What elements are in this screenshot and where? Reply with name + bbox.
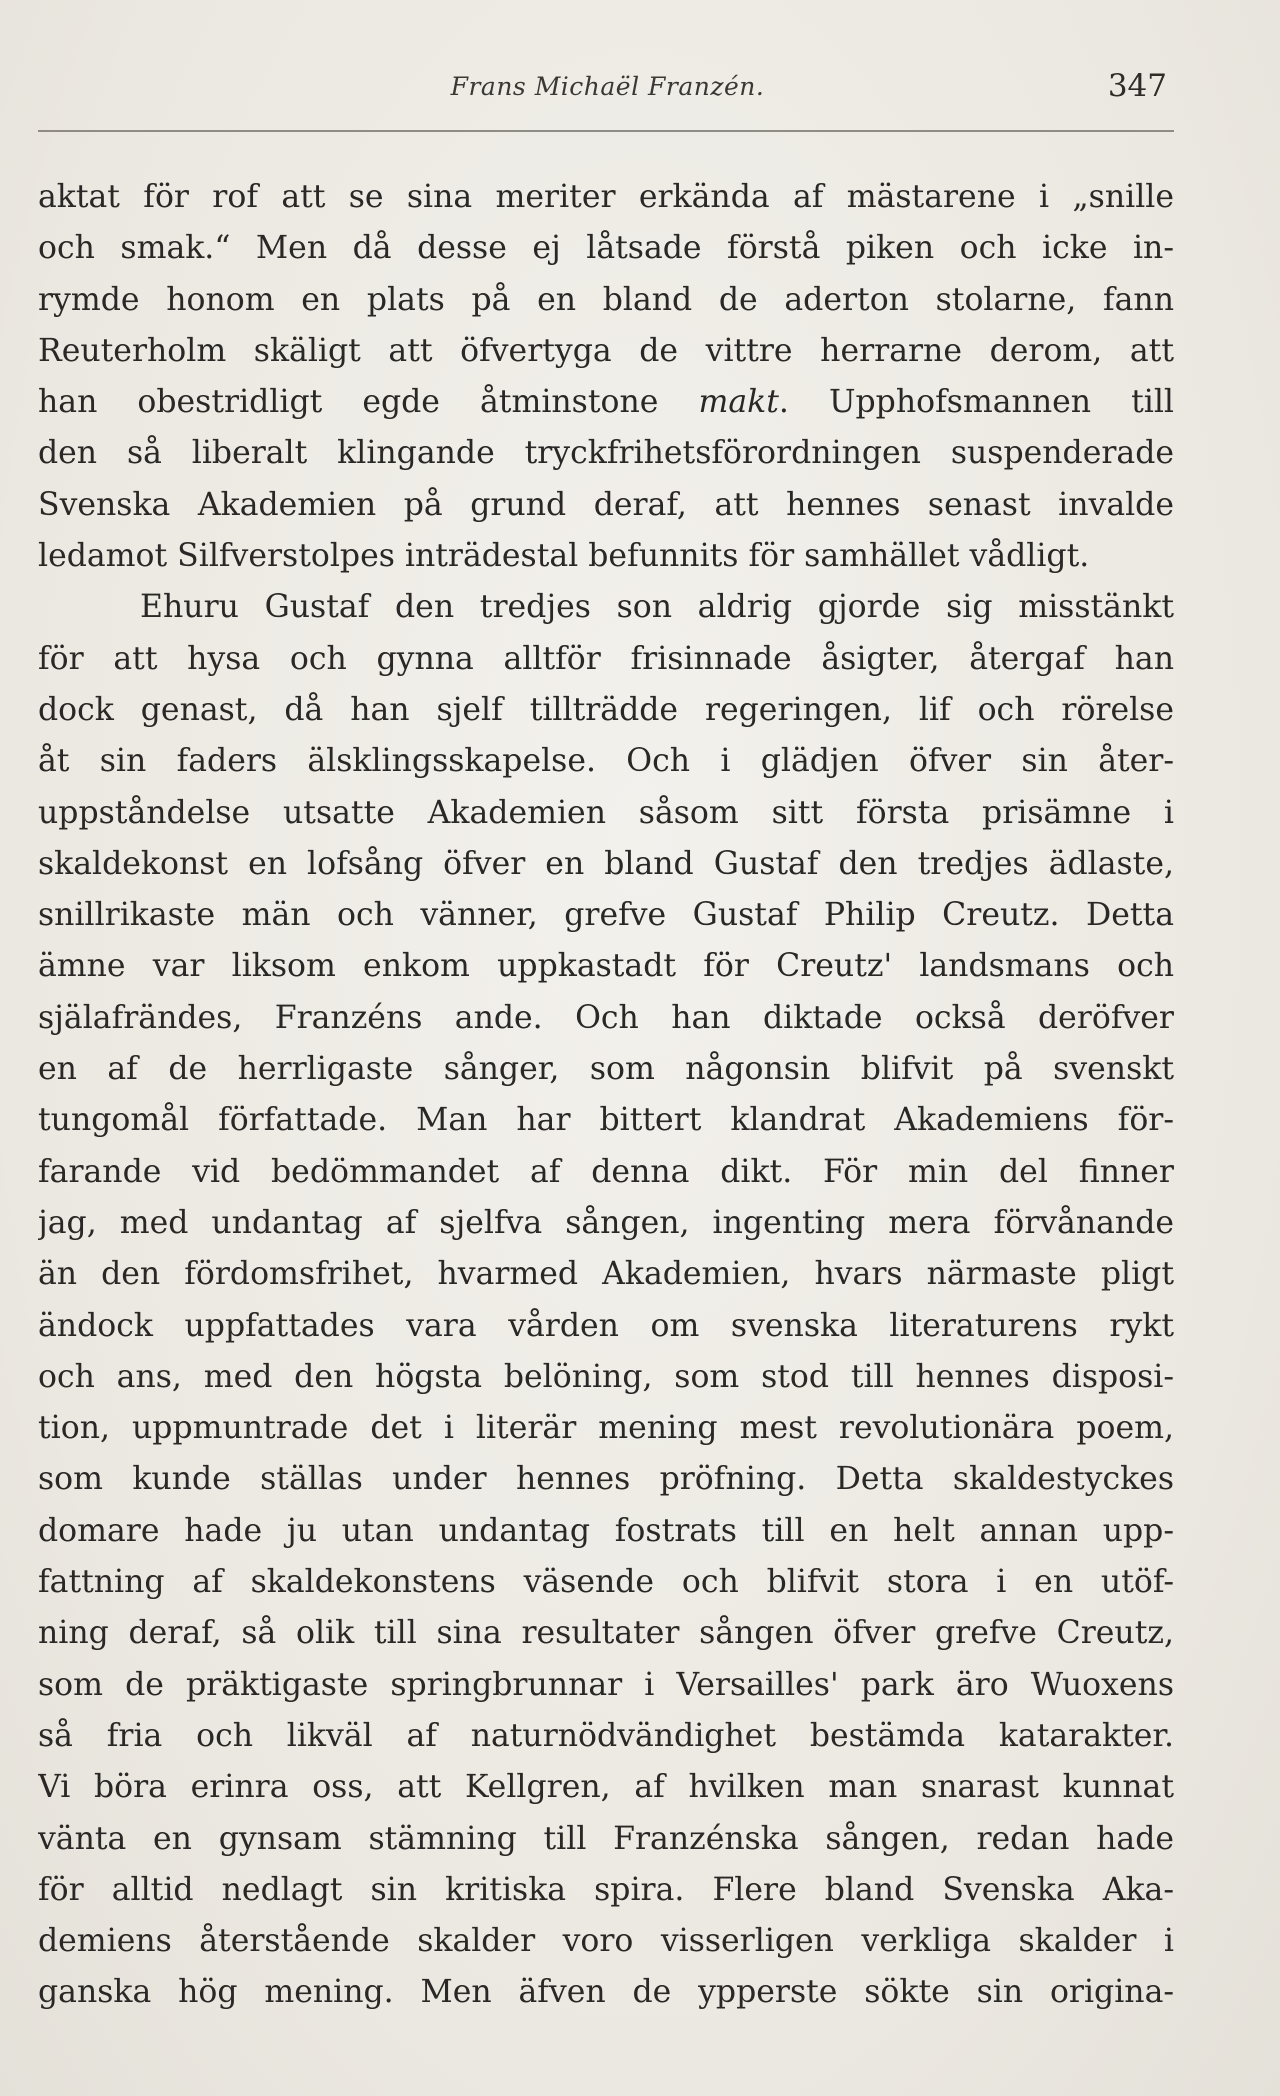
- text-line: demiens återstående skalder voro visserligen verkliga skalder i: [38, 1923, 1174, 1960]
- text-line: dock genast, då han sjelf tillträdde regeringen, lif och rörelse: [38, 691, 1174, 728]
- text-line: domare hade ju utan undantag fostrats till en helt annan upp-: [38, 1512, 1174, 1549]
- text-line: fattning af skaldekonstens väsende och blifvit stora i en utöf-: [38, 1564, 1174, 1601]
- body-text: [38, 175, 1174, 2022]
- text-line: ganska hög mening. Men äfven de ypperste sökte sin originа-: [38, 1974, 1174, 2011]
- running-head: [40, 66, 1175, 114]
- text-line: som de präktigaste springbrunnar i Versailles' park äro Wuoxens: [38, 1666, 1174, 1703]
- text-line-with-italic: han obestridligt egde åtminstone makt. Upphofsmannen till: [38, 384, 1174, 421]
- text-line: tion, uppmuntrade det i literär mening mest revolutionära poem,: [38, 1410, 1174, 1447]
- text-line: aktat för rof att se sina meriter erkända af mästarene i „snille: [38, 179, 1174, 215]
- text-line: som kunde ställas under hennes pröfning. Detta skaldestyckes: [38, 1461, 1174, 1498]
- text-line: ledamot Silfverstolpes inträdestal befunnits för samhället vådligt.: [38, 538, 1090, 575]
- running-title: Frans Michaël Franzén.: [450, 72, 765, 101]
- emphasis-word: makt: [698, 384, 779, 421]
- text-line: en af de herrligaste sånger, som någonsin blifvit på svenskt: [38, 1051, 1174, 1088]
- text-line: och ans, med den högsta belöning, som stod till hennes disposi-: [38, 1358, 1174, 1395]
- text-line: skaldekonst en lofsång öfver en bland Gustaf den tredjes ädlaste,: [38, 845, 1174, 882]
- text-line: jag, med undantag af sjelfva sången, ingenting mera förvånande: [38, 1204, 1174, 1241]
- text-line: farande vid bedömmandet af denna dikt. För min del finner: [38, 1153, 1174, 1190]
- text-line: uppståndelse utsatte Akademien såsom sitt första prisämne i: [38, 794, 1174, 831]
- text-line: Vi böra erinra oss, att Kellgren, af hvilken man snarast kunnat: [38, 1769, 1174, 1806]
- text-line: vänta en gynsam stämning till Franzénska sången, redan hade: [38, 1820, 1174, 1857]
- text-line: än den fördomsfrihet, hvarmed Akademien, hvars närmaste pligt: [38, 1256, 1174, 1293]
- text-line: ändock uppfattades vara vården om svenska literaturens rykt: [38, 1307, 1174, 1344]
- text-line: för alltid nedlagt sin kritiska spira. Flere bland Svenska Aka-: [38, 1871, 1174, 1908]
- paragraph-start-line: Ehuru Gustaf den tredjes son aldrig gjorde sig misstänkt: [140, 589, 1174, 626]
- page-number: 347: [1107, 68, 1167, 104]
- text-line: den så liberalt klingande tryckfrihetsförordningen suspenderade: [38, 435, 1174, 472]
- text-line: för att hysa och gynna alltför frisinnade åsigter, återgaf han: [38, 640, 1174, 677]
- text-line: och smak.“ Men då desse ej låtsade förstå piken och icke in-: [38, 230, 1174, 267]
- text-line: åt sin faders älsklingsskapelse. Och i glädjen öfver sin åter-: [38, 743, 1174, 780]
- text-line: Reuterholm skäligt att öfvertyga de vittre herrarne derom, att: [38, 332, 1174, 369]
- header-rule: [38, 130, 1174, 132]
- text-line: så fria och likväl af naturnödvändighet bestämda katarakter.: [38, 1717, 1174, 1754]
- text-line: snillrikaste män och vänner, grefve Gustaf Philip Creutz. Detta: [38, 897, 1174, 934]
- text-line: ämne var liksom enkom uppkastadt för Creutz' landsmans och: [38, 948, 1174, 985]
- text-line: tungomål författade. Man har bittert klandrat Akademiens för-: [38, 1102, 1174, 1139]
- text-line: rymde honom en plats på en bland de aderton stolarne, fann: [38, 281, 1174, 318]
- text-line: själafrändes, Franzéns ande. Och han diktade också deröfver: [38, 999, 1174, 1036]
- text-line: ning deraf, så olik till sina resultater sången öfver grefve Creutz,: [38, 1615, 1174, 1652]
- text-line: Svenska Akademien på grund deraf, att hennes senast invalde: [38, 486, 1174, 523]
